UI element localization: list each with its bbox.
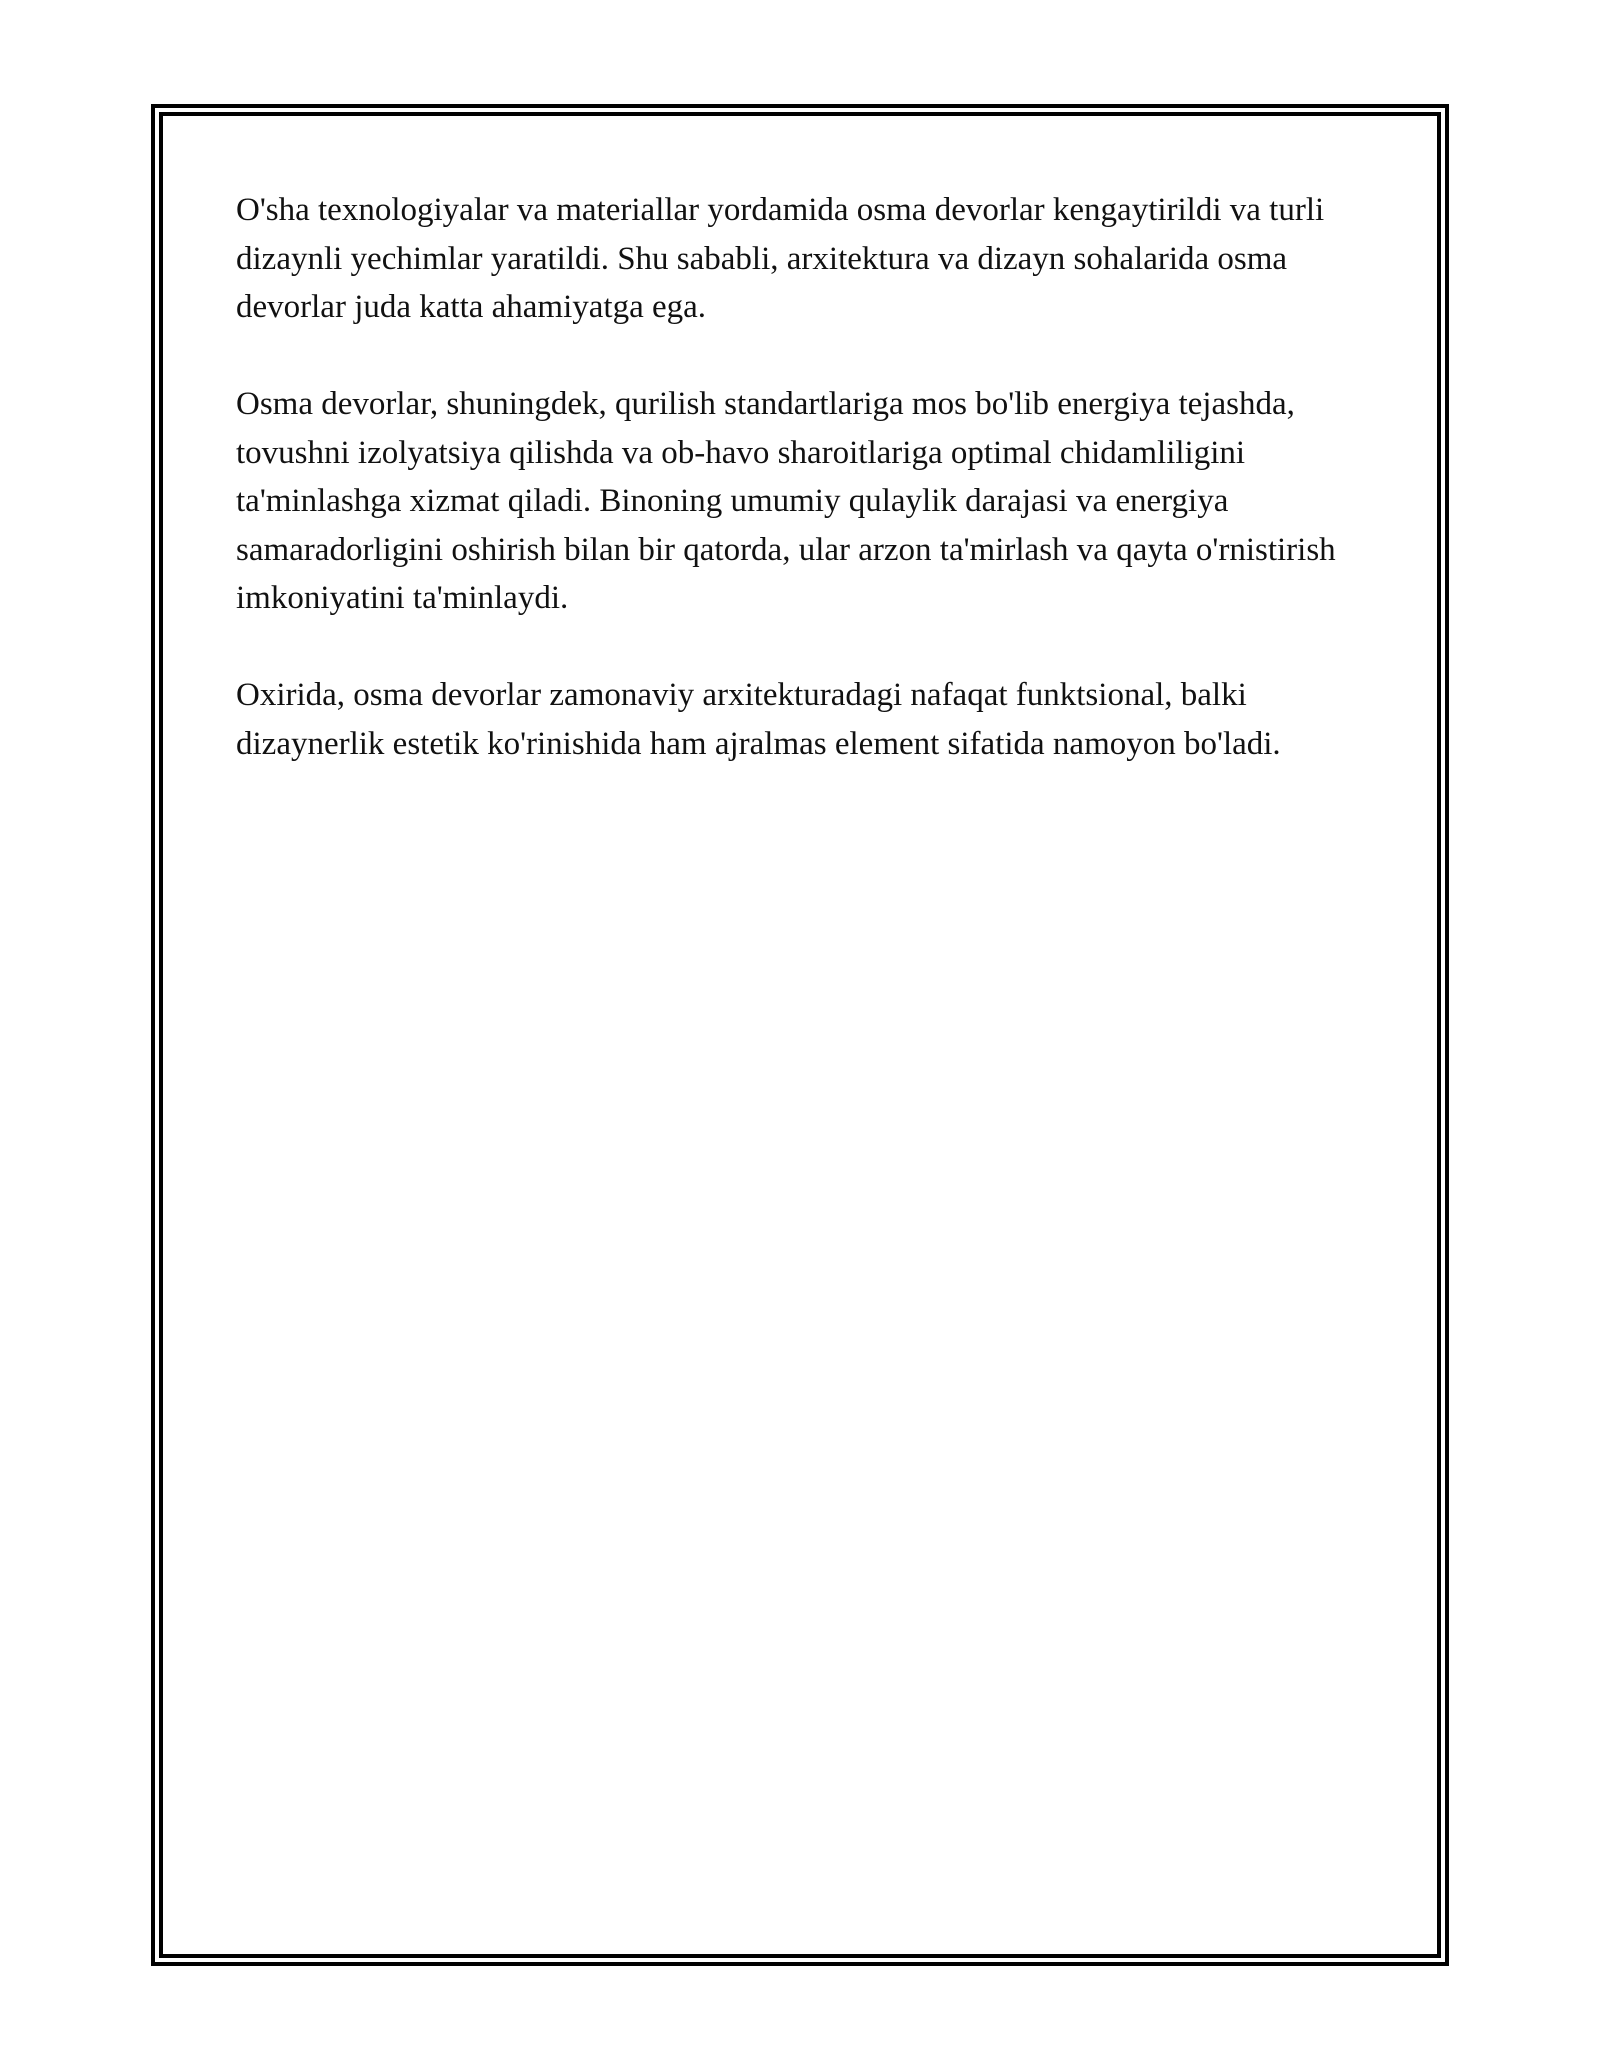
paragraph-1: O'sha texnologiyalar va materiallar yordamida osma devorlar kengaytirildi va turli dizaynli yechimlar yaratildi. Shu sababli, arxitektura va dizayn sohalarida osma devorlar juda katta ahamiyatga ega. — [236, 192, 1325, 325]
document-body — [236, 186, 1376, 817]
paragraph-3: Oxirida, osma devorlar zamonaviy arxitekturadagi nafaqat funktsional, balki dizaynerlik estetik ko'rinishida ham ajralmas element sifatida namoyon bo'ladi. — [236, 677, 1281, 762]
paragraph-2: Osma devorlar, shuningdek, qurilish standartlariga mos bo'lib energiya tejashda, tovushni izolyatsiya qilishda va ob-havo sharoitlariga optimal chidamliligini ta'minlashga xizmat qiladi. Binoning umumiy qulaylik darajasi va energiya samaradorligini oshirish bilan bir qatorda, ular arzon ta'mirlash va qayta o'rnistirish imkoniyatini ta'minlaydi. — [236, 386, 1336, 616]
